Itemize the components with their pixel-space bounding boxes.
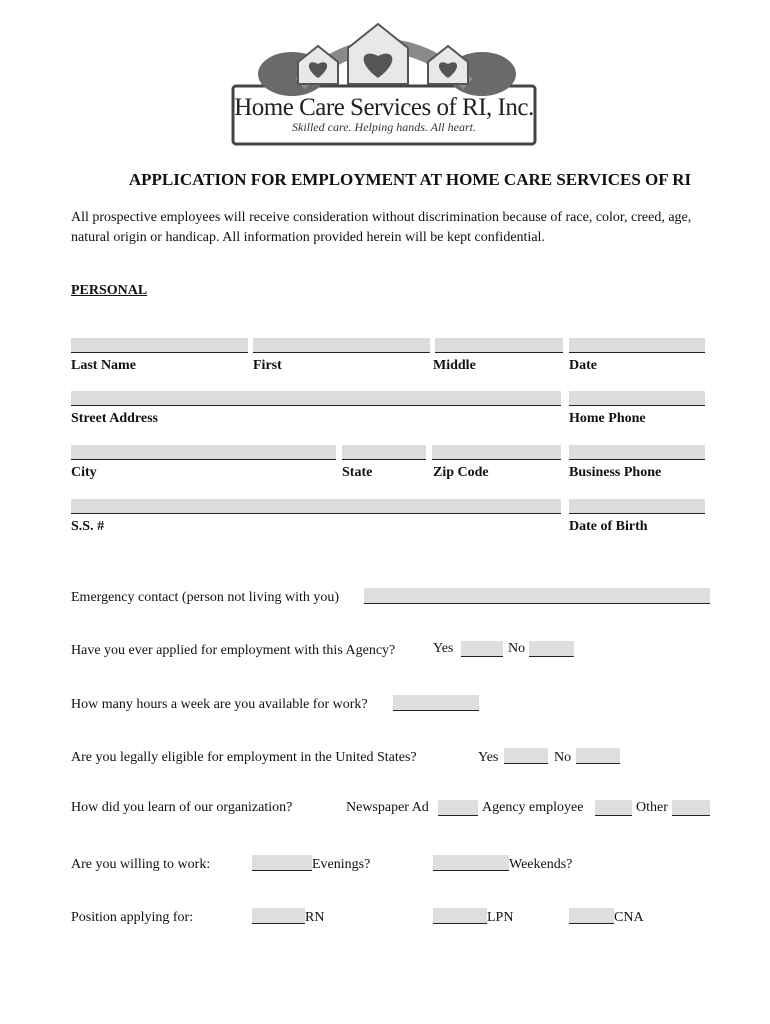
evenings-field[interactable] xyxy=(252,855,312,871)
logo-company-name: Home Care Services of RI, Inc. xyxy=(234,94,534,121)
date-label: Date xyxy=(569,358,597,373)
hours-per-week-label: How many hours a week are you available for work? xyxy=(71,697,368,712)
legally-eligible-no-label: No xyxy=(554,750,572,765)
intro-line-1: All prospective employees will receive consideration without discrimination because of race, color, creed, age, xyxy=(71,210,692,225)
intro-line-2: natural origin or handicap. All information provided herein will be kept confidential. xyxy=(71,230,545,245)
first-name-field[interactable] xyxy=(253,338,430,353)
hours-per-week-field[interactable] xyxy=(393,695,479,711)
lpn-label: LPN xyxy=(487,910,514,925)
middle-name-field[interactable] xyxy=(435,338,563,353)
legally-eligible-yes-field[interactable] xyxy=(504,748,548,764)
applied-before-no-label: No xyxy=(508,641,526,656)
last-name-label: Last Name xyxy=(71,358,136,373)
section-heading-personal: PERSONAL xyxy=(71,283,148,298)
city-label: City xyxy=(71,465,97,480)
ssn-label: S.S. # xyxy=(71,519,105,534)
street-address-field[interactable] xyxy=(71,391,561,406)
position-label: Position applying for: xyxy=(71,910,194,925)
business-phone-label: Business Phone xyxy=(569,465,662,480)
state-field[interactable] xyxy=(342,445,426,460)
applied-before-no-field[interactable] xyxy=(529,641,574,657)
logo-tagline: Skilled care. Helping hands. All heart. xyxy=(292,120,476,134)
business-phone-field[interactable] xyxy=(569,445,705,460)
page-title: APPLICATION FOR EMPLOYMENT AT HOME CARE SERVICES OF RI xyxy=(128,170,692,189)
agency-employee-field[interactable] xyxy=(595,800,632,816)
lpn-field[interactable] xyxy=(433,908,487,924)
legally-eligible-label: Are you legally eligible for employment in the United States? xyxy=(71,750,417,765)
other-label: Other xyxy=(636,800,668,815)
rn-label: RN xyxy=(305,910,325,925)
evenings-label: Evenings? xyxy=(312,857,371,872)
cna-label: CNA xyxy=(614,910,644,925)
emergency-contact-label: Emergency contact (person not living with you) xyxy=(71,590,340,605)
weekends-field[interactable] xyxy=(433,855,509,871)
other-field[interactable] xyxy=(672,800,710,816)
date-of-birth-field[interactable] xyxy=(569,499,705,514)
home-phone-field[interactable] xyxy=(569,391,705,406)
home-phone-label: Home Phone xyxy=(569,411,646,426)
date-of-birth-label: Date of Birth xyxy=(569,519,648,534)
weekends-label: Weekends? xyxy=(509,857,573,872)
newspaper-ad-field[interactable] xyxy=(438,800,478,816)
applied-before-label: Have you ever applied for employment with this Agency? xyxy=(71,643,396,658)
legally-eligible-yes-label: Yes xyxy=(478,750,499,765)
date-field[interactable] xyxy=(569,338,705,353)
learn-about-label: How did you learn of our organization? xyxy=(71,800,293,815)
emergency-contact-field[interactable] xyxy=(364,588,710,604)
cna-field[interactable] xyxy=(569,908,614,924)
first-name-label: First xyxy=(253,358,282,373)
applied-before-yes-field[interactable] xyxy=(461,641,503,657)
middle-name-label: Middle xyxy=(433,358,476,373)
willing-to-work-label: Are you willing to work: xyxy=(71,857,211,872)
agency-employee-label: Agency employee xyxy=(482,800,584,815)
street-address-label: Street Address xyxy=(71,411,158,426)
state-label: State xyxy=(342,465,373,480)
newspaper-ad-label: Newspaper Ad xyxy=(346,800,429,815)
ssn-field[interactable] xyxy=(71,499,561,514)
zip-code-label: Zip Code xyxy=(433,465,489,480)
applied-before-yes-label: Yes xyxy=(433,641,454,656)
company-logo xyxy=(230,18,538,148)
zip-code-field[interactable] xyxy=(432,445,561,460)
legally-eligible-no-field[interactable] xyxy=(576,748,620,764)
last-name-field[interactable] xyxy=(71,338,248,353)
rn-field[interactable] xyxy=(252,908,305,924)
city-field[interactable] xyxy=(71,445,336,460)
